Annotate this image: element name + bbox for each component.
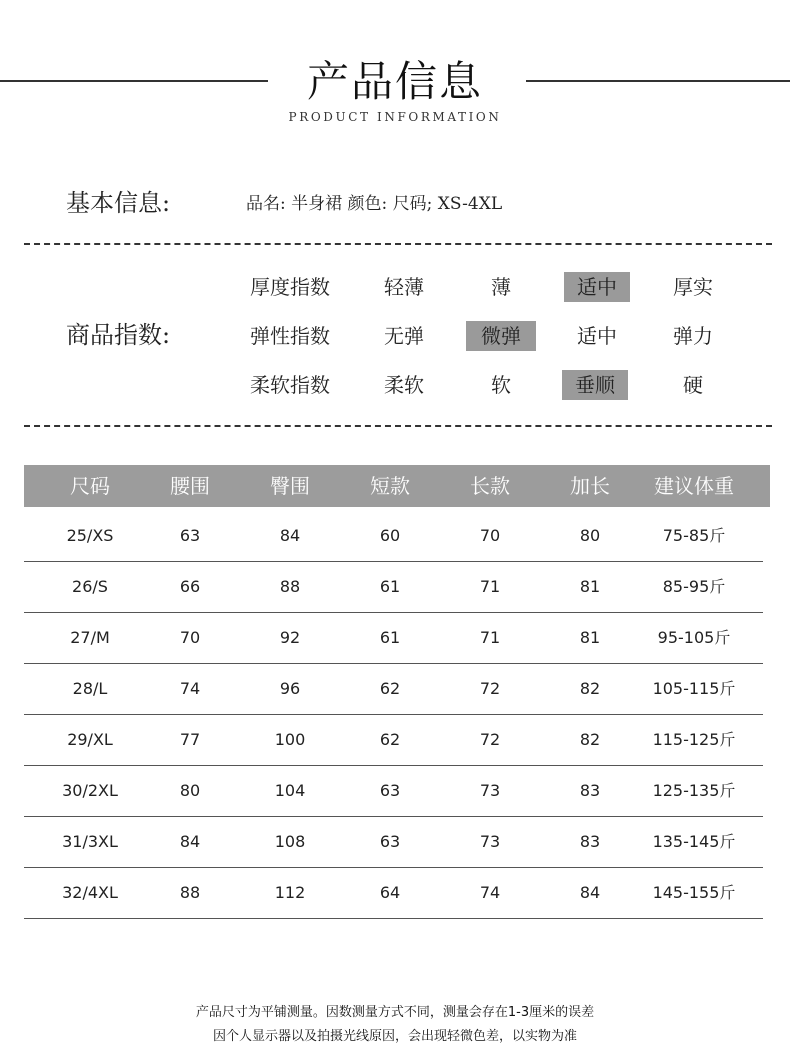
cell-short: 61 — [379, 577, 401, 596]
table-row — [24, 663, 763, 715]
cell-extra-long: 81 — [579, 628, 601, 647]
cell-size: 30/2XL — [62, 781, 118, 800]
cell-weight: 145-155斤 — [652, 883, 736, 902]
column-header: 短款 — [370, 474, 410, 498]
column-header: 腰围 — [170, 474, 210, 498]
cell-long: 73 — [479, 832, 501, 851]
table-row — [24, 714, 763, 766]
cell-size: 32/4XL — [62, 883, 118, 902]
cell-extra-long: 81 — [579, 577, 601, 596]
cell-short: 63 — [379, 781, 401, 800]
cell-weight: 135-145斤 — [652, 832, 736, 851]
cell-short: 62 — [379, 730, 401, 749]
index-option: 轻薄 — [384, 275, 424, 299]
cell-short: 63 — [379, 832, 401, 851]
table-row — [24, 561, 763, 613]
cell-waist: 84 — [179, 832, 201, 851]
cell-long: 73 — [479, 781, 501, 800]
cell-weight: 105-115斤 — [652, 679, 736, 698]
cell-weight: 95-105斤 — [657, 628, 731, 647]
divider-top — [24, 243, 772, 245]
column-header: 加长 — [570, 474, 610, 498]
basic-info-label: 基本信息: — [66, 189, 171, 217]
product-index-label: 商品指数: — [66, 321, 171, 349]
cell-waist: 74 — [179, 679, 201, 698]
table-row — [24, 612, 763, 664]
cell-waist: 66 — [179, 577, 201, 596]
cell-hip: 96 — [279, 679, 301, 698]
cell-hip: 100 — [274, 730, 306, 749]
cell-weight: 85-95斤 — [662, 577, 726, 596]
table-row — [24, 510, 763, 562]
index-option: 弹力 — [673, 324, 713, 348]
index-option: 软 — [491, 373, 511, 397]
cell-long: 74 — [479, 883, 501, 902]
cell-long: 71 — [479, 577, 501, 596]
cell-size: 26/S — [72, 577, 108, 596]
cell-waist: 88 — [179, 883, 201, 902]
cell-long: 72 — [479, 730, 501, 749]
cell-short: 64 — [379, 883, 401, 902]
cell-hip: 92 — [279, 628, 301, 647]
cell-long: 70 — [479, 526, 501, 545]
index-option-selected: 垂顺 — [562, 370, 628, 400]
cell-extra-long: 83 — [579, 781, 601, 800]
index-option: 无弹 — [384, 324, 424, 348]
size-table-header — [24, 465, 770, 507]
cell-extra-long: 83 — [579, 832, 601, 851]
cell-long: 72 — [479, 679, 501, 698]
column-header: 建议体重 — [654, 474, 734, 498]
cell-extra-long: 82 — [579, 679, 601, 698]
table-row — [24, 816, 763, 868]
cell-hip: 104 — [274, 781, 306, 800]
index-option: 硬 — [683, 373, 703, 397]
cell-weight: 125-135斤 — [652, 781, 736, 800]
cell-hip: 108 — [274, 832, 306, 851]
index-option: 柔软 — [384, 373, 424, 397]
cell-size: 25/XS — [66, 526, 114, 545]
cell-extra-long: 80 — [579, 526, 601, 545]
index-name: 柔软指数 — [250, 373, 330, 397]
index-option: 厚实 — [673, 275, 713, 299]
index-option-selected: 适中 — [564, 272, 630, 302]
cell-extra-long: 84 — [579, 883, 601, 902]
index-name: 厚度指数 — [250, 275, 330, 299]
column-header: 长款 — [470, 474, 510, 498]
page-title: 产品信息 — [306, 57, 483, 106]
note-color: 因个人显示器以及拍摄光线原因，会出现轻微色差，以实物为准 — [212, 1029, 577, 1044]
index-option: 薄 — [491, 275, 511, 299]
column-header: 臀围 — [270, 474, 310, 498]
cell-waist: 77 — [179, 730, 201, 749]
cell-short: 60 — [379, 526, 401, 545]
cell-hip: 84 — [279, 526, 301, 545]
column-header: 尺码 — [70, 474, 110, 498]
basic-info-text: 品名: 半身裙 颜色: 尺码; XS-4XL — [246, 194, 503, 214]
note-measurement: 产品尺寸为平铺测量。因数测量方式不同，测量会存在1-3厘米的误差 — [195, 1005, 595, 1020]
index-name: 弹性指数 — [250, 324, 330, 348]
cell-weight: 75-85斤 — [662, 526, 726, 545]
cell-long: 71 — [479, 628, 501, 647]
table-row — [24, 765, 763, 817]
index-option: 适中 — [577, 324, 617, 348]
table-row — [24, 867, 763, 919]
cell-hip: 88 — [279, 577, 301, 596]
cell-size: 29/XL — [67, 730, 113, 749]
cell-size: 28/L — [72, 679, 108, 698]
cell-size: 31/3XL — [62, 832, 118, 851]
cell-weight: 115-125斤 — [652, 730, 736, 749]
cell-waist: 70 — [179, 628, 201, 647]
divider-bottom — [24, 425, 772, 427]
cell-extra-long: 82 — [579, 730, 601, 749]
cell-size: 27/M — [70, 628, 110, 647]
cell-waist: 63 — [179, 526, 201, 545]
page-subtitle: PRODUCT INFORMATION — [288, 110, 502, 124]
index-option-selected: 微弹 — [466, 321, 536, 351]
cell-hip: 112 — [274, 883, 306, 902]
cell-waist: 80 — [179, 781, 201, 800]
cell-short: 62 — [379, 679, 401, 698]
cell-short: 61 — [379, 628, 401, 647]
